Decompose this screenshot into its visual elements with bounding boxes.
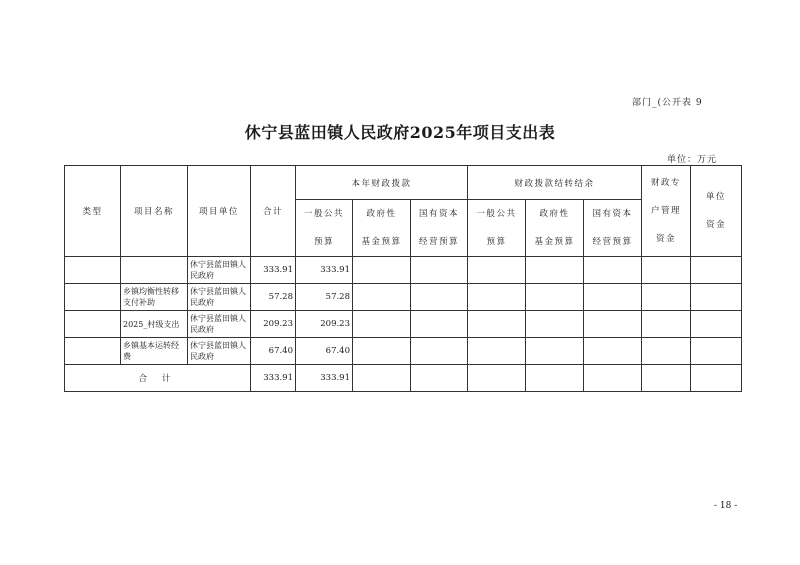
cell-total: 67.40 (251, 338, 296, 365)
unit-label: 单位：万元 (667, 155, 718, 165)
header-line-2: 基金预算 (534, 237, 575, 247)
cell-empty (584, 284, 642, 311)
header-type: 类型 (65, 166, 121, 257)
cell-empty (468, 338, 526, 365)
header-line-2: 基金预算 (361, 237, 402, 247)
cell-empty (411, 284, 468, 311)
header-carryover-general-budget (468, 200, 526, 257)
cell-type (65, 338, 121, 365)
header-line-2: 经营预算 (592, 237, 633, 247)
cell-empty (411, 338, 468, 365)
header-project-unit: 项目单位 (188, 166, 251, 257)
cell-empty (584, 311, 642, 338)
total-amount: 333.91 (251, 365, 296, 392)
header-current-year-group: 本年财政拨款 (296, 166, 468, 200)
cell-empty (468, 365, 526, 392)
cell-empty (353, 284, 411, 311)
cell-total: 57.28 (251, 284, 296, 311)
cell-empty (526, 365, 584, 392)
header-current-state-capital-budget (411, 200, 468, 257)
table-row (65, 338, 742, 365)
cell-empty (468, 311, 526, 338)
header-line-2: 预算 (313, 237, 334, 247)
cell-project-unit: 休宁县蓝田镇人民政府 (188, 311, 251, 338)
header-carryover-group: 财政拨款结转结余 (468, 166, 642, 200)
cell-project-name: 乡镇均衡性转移支付补助 (121, 284, 188, 311)
page-title: 休宁县蓝田镇人民政府2025年项目支出表 (244, 123, 556, 142)
cell-empty (642, 338, 691, 365)
cell-project-name (121, 257, 188, 284)
cell-empty (691, 365, 742, 392)
cell-project-unit: 休宁县蓝田镇人民政府 (188, 338, 251, 365)
page-number: - 18 - (714, 501, 738, 511)
cell-project-unit: 休宁县蓝田镇人民政府 (188, 284, 251, 311)
cell-empty (411, 365, 468, 392)
header-line-1: 政府性 (366, 209, 397, 219)
header-row-1 (65, 166, 742, 200)
header-line-2: 经营预算 (418, 237, 459, 247)
cell-empty (468, 284, 526, 311)
page-label: 部门_(公开表 9 (632, 98, 703, 108)
header-line-1: 国有资本 (592, 209, 633, 219)
cell-empty (584, 365, 642, 392)
header-current-gov-fund-budget (353, 200, 411, 257)
cell-empty (526, 311, 584, 338)
cell-empty (353, 257, 411, 284)
header-carryover-gov-fund-budget (526, 200, 584, 257)
header-special-fund (642, 166, 691, 257)
header-line-1: 一般公共 (303, 209, 344, 219)
total-general-budget: 333.91 (296, 365, 353, 392)
header-current-general-budget (296, 200, 353, 257)
cell-empty (691, 257, 742, 284)
header-line-1: 一般公共 (476, 209, 517, 219)
cell-empty (584, 338, 642, 365)
header-special-fund-line-1: 财政专 (651, 178, 682, 188)
cell-empty (691, 284, 742, 311)
cell-general-budget: 57.28 (296, 284, 353, 311)
cell-empty (691, 338, 742, 365)
cell-project-name: 2025_村级支出 (121, 311, 188, 338)
cell-empty (353, 311, 411, 338)
header-line-2: 预算 (486, 237, 507, 247)
cell-general-budget: 333.91 (296, 257, 353, 284)
cell-empty (642, 365, 691, 392)
header-carryover-state-capital-budget (584, 200, 642, 257)
cell-total: 333.91 (251, 257, 296, 284)
header-unit-fund-line-1: 单位 (706, 192, 727, 202)
cell-empty (353, 338, 411, 365)
cell-empty (526, 284, 584, 311)
cell-project-name: 乡镇基本运转经费 (121, 338, 188, 365)
cell-empty (526, 257, 584, 284)
header-unit-fund-line-2: 资金 (706, 220, 727, 230)
cell-empty (584, 257, 642, 284)
header-unit-fund (691, 166, 742, 257)
cell-type (65, 284, 121, 311)
cell-general-budget: 209.23 (296, 311, 353, 338)
header-special-fund-line-2: 户管理 (651, 206, 682, 216)
cell-empty (642, 257, 691, 284)
cell-empty (642, 284, 691, 311)
total-row (65, 365, 742, 392)
table-row (65, 257, 742, 284)
header-special-fund-line-3: 资金 (656, 234, 677, 244)
expense-table (64, 165, 742, 392)
cell-empty (642, 311, 691, 338)
cell-empty (353, 365, 411, 392)
header-total: 合计 (251, 166, 296, 257)
cell-project-unit: 休宁县蓝田镇人民政府 (188, 257, 251, 284)
cell-empty (691, 311, 742, 338)
header-line-1: 国有资本 (418, 209, 459, 219)
cell-general-budget: 67.40 (296, 338, 353, 365)
total-label: 合 计 (65, 365, 251, 392)
header-project-name: 项目名称 (121, 166, 188, 257)
header-line-1: 政府性 (539, 209, 570, 219)
cell-type (65, 257, 121, 284)
cell-empty (468, 257, 526, 284)
cell-empty (526, 338, 584, 365)
table-row (65, 284, 742, 311)
cell-empty (411, 257, 468, 284)
table-row (65, 311, 742, 338)
cell-total: 209.23 (251, 311, 296, 338)
cell-empty (411, 311, 468, 338)
cell-type (65, 311, 121, 338)
